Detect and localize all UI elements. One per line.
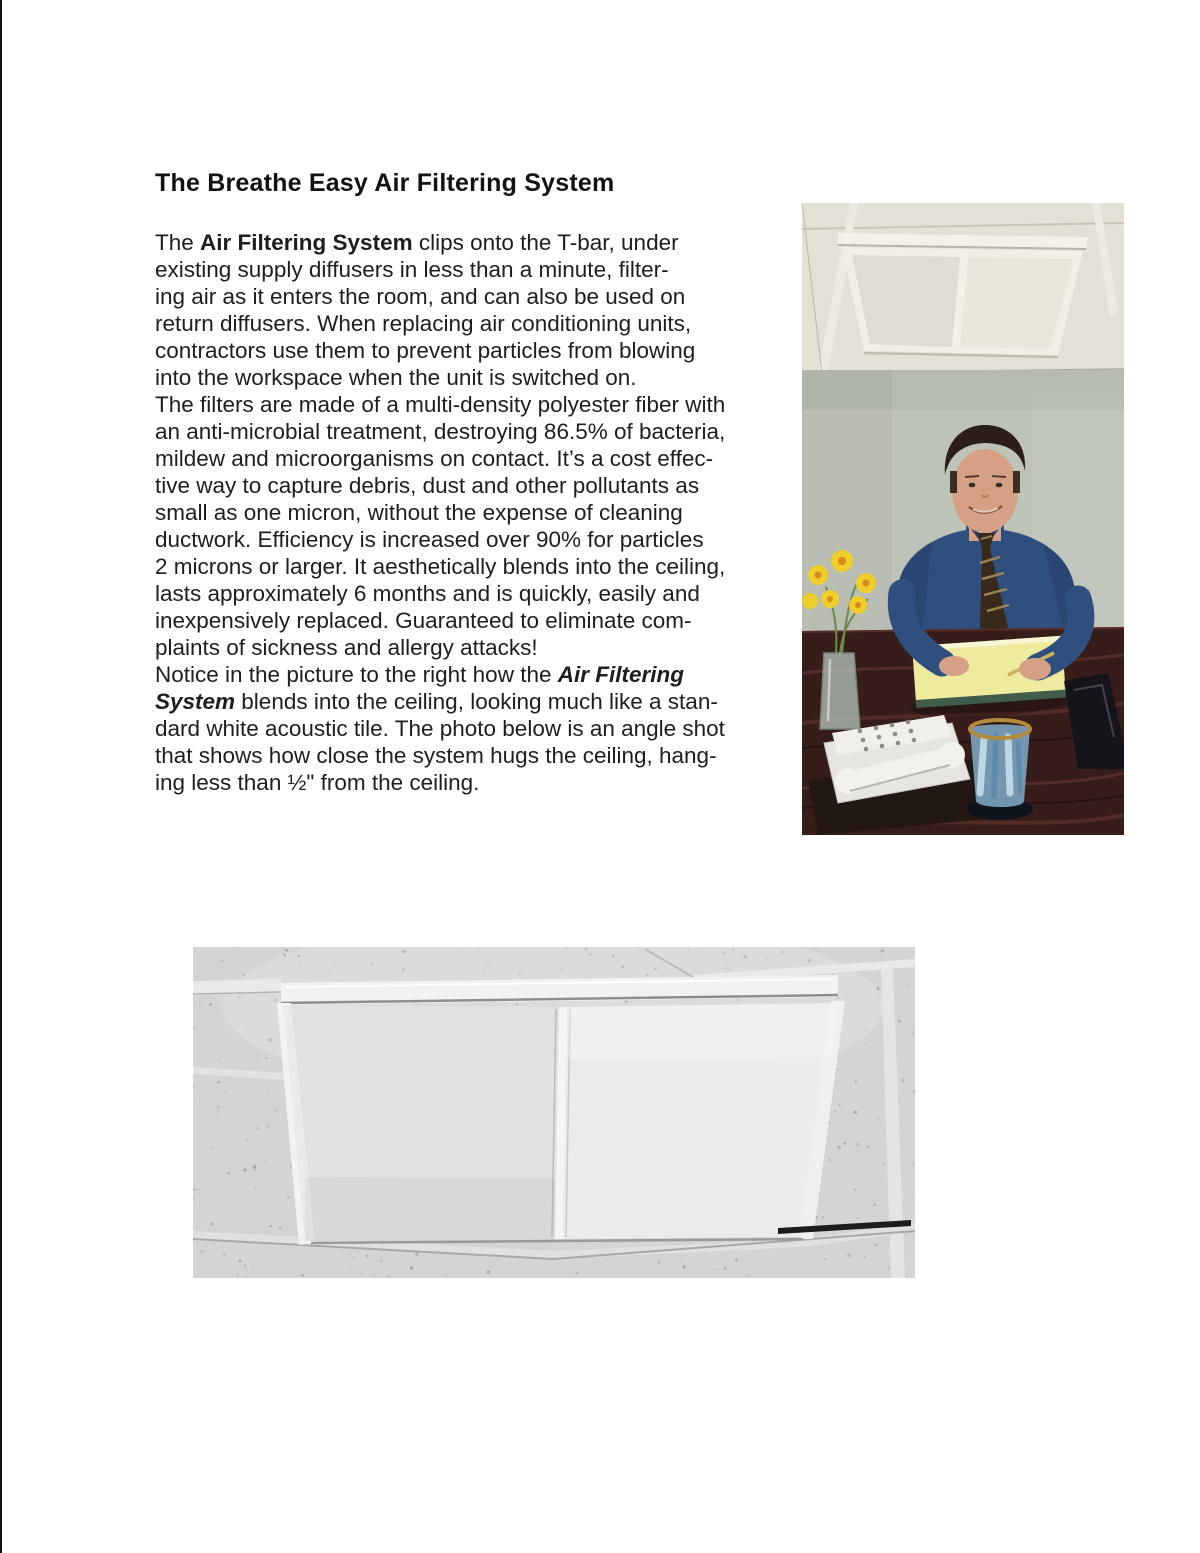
ceiling-filter-photo [193,947,915,1278]
body-text-line [155,283,815,310]
face [952,449,1018,533]
left-scan-edge-line [0,0,2,1553]
text-segment: an anti-microbial treatment, destroying 86.5% of bacteria, [155,419,726,444]
body-text-line [155,553,815,580]
body-text-line [155,256,815,283]
text-segment: return diffusers. When replacing air conditioning units, [155,311,692,336]
text-segment: contractors use them to prevent particles from blowing [155,338,696,363]
filter-panels [277,1001,845,1245]
body-text-line [155,364,815,391]
body-text-line [155,310,815,337]
office-photo [802,203,1124,835]
text-segment: tive way to capture debris, dust and other pollutants as [155,473,700,498]
office-photo-illustration [802,203,1124,835]
text-segment: The [155,230,201,255]
text-segment: small as one micron, without the expense of cleaning [155,500,683,525]
text-segment: The filters are made of a multi-density polyester fiber with [155,392,726,417]
text-segment: Notice in the picture to the right how the [155,662,558,687]
body-text-line [155,499,815,526]
body-text-line [155,472,815,499]
text-segment: ductwork. Efficiency is increased over 90% for particles [155,527,704,552]
left-eye [969,483,976,488]
body-text-line [155,229,815,256]
body-text-line [155,526,815,553]
body-text-line [155,742,815,769]
right-eye [996,483,1003,488]
body-text-line [155,580,815,607]
text-segment: existing supply diffusers in less than a minute, filter- [155,257,669,282]
text-segment: that shows how close the system hugs the ceiling, hang- [155,743,717,768]
text-segment: clips onto the T-bar, under [412,230,679,255]
text-segment: System [155,689,236,714]
ceiling [802,203,1124,375]
body-paragraph [155,229,815,796]
text-segment: Air Filtering System [200,230,413,255]
body-text-line [155,607,815,634]
text-segment: dard white acoustic tile. The photo below is an angle shot [155,716,725,741]
ceiling-filter-panel [838,233,1088,357]
text-segment: lasts approximately 6 months and is quickly, easily and [155,581,700,606]
body-text-line [155,661,815,688]
text-segment: blends into the ceiling, looking much like a stan- [235,689,718,714]
text-segment: 2 microns or larger. It aesthetically blends into the ceiling, [155,554,726,579]
body-text-line [155,445,815,472]
body-text-line [155,337,815,364]
body-text-line [155,769,815,796]
text-segment: into the workspace when the unit is switched on. [155,365,637,390]
body-text-line [155,634,815,661]
left-hand [939,656,969,676]
text-segment: ing air as it enters the room, and can also be used on [155,284,686,309]
body-text-line [155,418,815,445]
body-text-line [155,715,815,742]
text-segment: Air Filtering [557,662,684,687]
ceiling-filter-illustration [193,947,915,1278]
pen-cup [967,720,1033,820]
body-text-line [155,391,815,418]
text-segment: ing less than ½" from the ceiling. [155,770,480,795]
text-segment: inexpensively replaced. Guaranteed to eliminate com- [155,608,692,633]
text-segment: plaints of sickness and allergy attacks! [155,635,538,660]
body-text-line [155,688,815,715]
text-segment: mildew and microorganisms on contact. It’s a cost effec- [155,446,714,471]
page-title: The Breathe Easy Air Filtering System [155,169,615,197]
right-hand [1019,658,1051,680]
glass-vase [820,653,860,729]
